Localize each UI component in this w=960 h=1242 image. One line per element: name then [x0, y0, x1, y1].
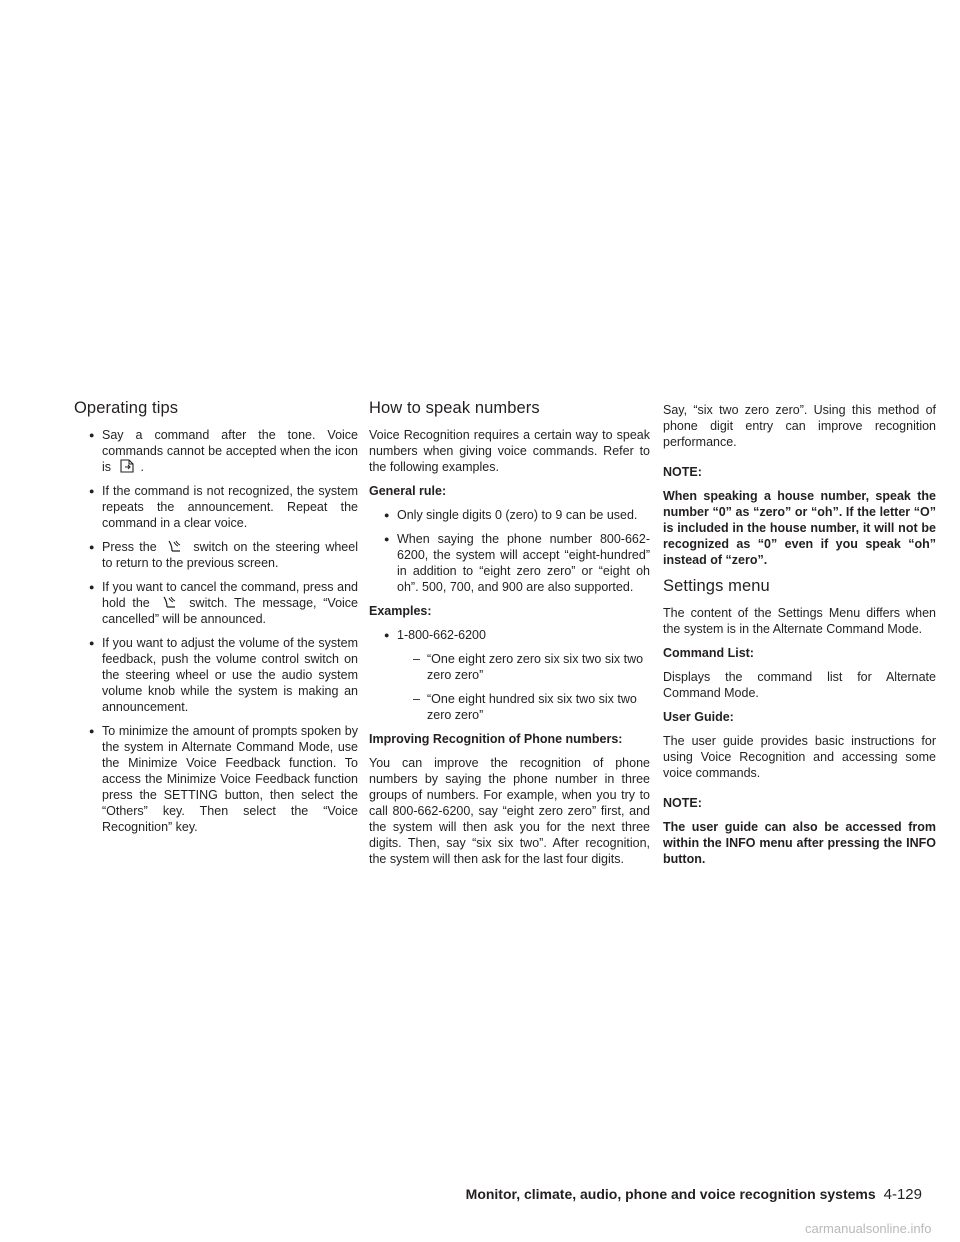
- column-operating-tips: [74, 400, 358, 843]
- bullet-text: Press the: [102, 540, 157, 554]
- watermark: carmanualsonline.info: [805, 1221, 932, 1236]
- note-body: When speaking a house number, speak the number “0” as “zero” or “oh”. If the letter “O” is included in the house number, it will not be recognized as “0” even if you speak “oh” instead of “zero”.: [663, 489, 936, 567]
- list-item: ● When saying the phone number 800-662-6200, the system will accept “eight-hundred” in addition to “eight zero zero” or “eight oh oh”. 500, 700, and 900 are also supported.: [369, 531, 650, 595]
- list-item: [74, 427, 358, 475]
- list-item: [369, 691, 650, 723]
- note-label: NOTE:: [663, 796, 702, 810]
- page-footer: [466, 1186, 922, 1203]
- subheading-user-guide: User Guide:: [663, 710, 734, 724]
- operating-tips-list: [74, 427, 358, 835]
- list-item: ● If you want to adjust the volume of the system feedback, push the volume control switch on the steering wheel or use the audio system volume knob while the system is making an announcement.: [74, 635, 358, 715]
- subheading-command-list: Command List:: [663, 646, 754, 660]
- paragraph: Voice Recognition requires a certain way to speak numbers when giving voice commands. Refer to the following examples.: [369, 428, 650, 474]
- example-text: “One eight zero zero six six two six two zero zero”: [427, 652, 644, 682]
- paragraph: You can improve the recognition of phone numbers by saying the phone number in three groups of numbers. For example, when you try to call 800-662-6200, say “eight zero zero” first, and the system will then ask you for the next three digits. Then, say “six six two”. After recognition, the system will then ask for the last four digits.: [369, 756, 650, 866]
- bullet-text-end: switch on the steering wheel to return to the previous screen.: [102, 540, 358, 570]
- subheading-general-rule: General rule:: [369, 484, 447, 498]
- list-item: ● Only single digits 0 (zero) to 9 can be used.: [369, 507, 650, 523]
- bullet-text-end: switch. The message, “Voice cancelled” will be announced.: [102, 596, 359, 626]
- list-item: ● 1-800-662-6200: [369, 627, 650, 643]
- list-item: ● If the command is not recognized, the system repeats the announcement. Repeat the command in a clear voice.: [74, 483, 358, 531]
- dash-marker: –: [413, 652, 420, 666]
- heading-operating-tips: Operating tips: [74, 399, 179, 417]
- talk-switch-icon: [160, 595, 180, 609]
- bullet-text: Say a command after the tone. Voice commands cannot be accepted when the icon is: [102, 428, 358, 474]
- paragraph: The content of the Settings Menu differs when the system is in the Alternate Command Mode.: [663, 606, 936, 636]
- list-item: [74, 579, 358, 627]
- list-item: [74, 539, 358, 571]
- subheading-improving-recognition: Improving Recognition of Phone numbers:: [369, 732, 623, 746]
- bullet-text-end: .: [140, 460, 144, 474]
- heading-settings-menu: Settings menu: [663, 577, 770, 595]
- list-item: ● To minimize the amount of prompts spoken by the system in Alternate Command Mode, use the Minimize Voice Feedback function. To access the Minimize Voice Feedback function press the SETTING button, then select the “Others” key. Then select the “Voice Recognition” key.: [74, 723, 358, 835]
- page-number: 4-129: [883, 1186, 922, 1203]
- paragraph: The user guide provides basic instructions for using Voice Recognition and accessing some voice commands.: [663, 734, 936, 780]
- example-sublist: [369, 651, 650, 723]
- bullet-text: If you want to cancel the command, press and hold the: [102, 580, 358, 610]
- talk-switch-icon: [165, 539, 185, 553]
- examples-list: [369, 627, 650, 643]
- dash-marker: –: [413, 692, 420, 706]
- paragraph: Say, “six two zero zero”. Using this method of phone digit entry can improve recognition performance.: [663, 403, 936, 449]
- voice-prompt-icon: [118, 459, 138, 473]
- paragraph: Displays the command list for Alternate Command Mode.: [663, 670, 936, 700]
- example-text: “One eight hundred six six two six two zero zero”: [427, 692, 637, 722]
- column-settings: [663, 402, 936, 877]
- footer-section-title: Monitor, climate, audio, phone and voice recognition systems: [465, 1186, 876, 1202]
- general-rule-list: [369, 507, 650, 595]
- column-speak-numbers: [369, 400, 650, 875]
- note-body: The user guide can also be accessed from within the INFO menu after pressing the INFO button.: [663, 820, 936, 866]
- subheading-examples: Examples:: [369, 604, 432, 618]
- list-item: [369, 651, 650, 683]
- note-label: NOTE:: [663, 465, 702, 479]
- heading-speak-numbers: How to speak numbers: [369, 399, 540, 417]
